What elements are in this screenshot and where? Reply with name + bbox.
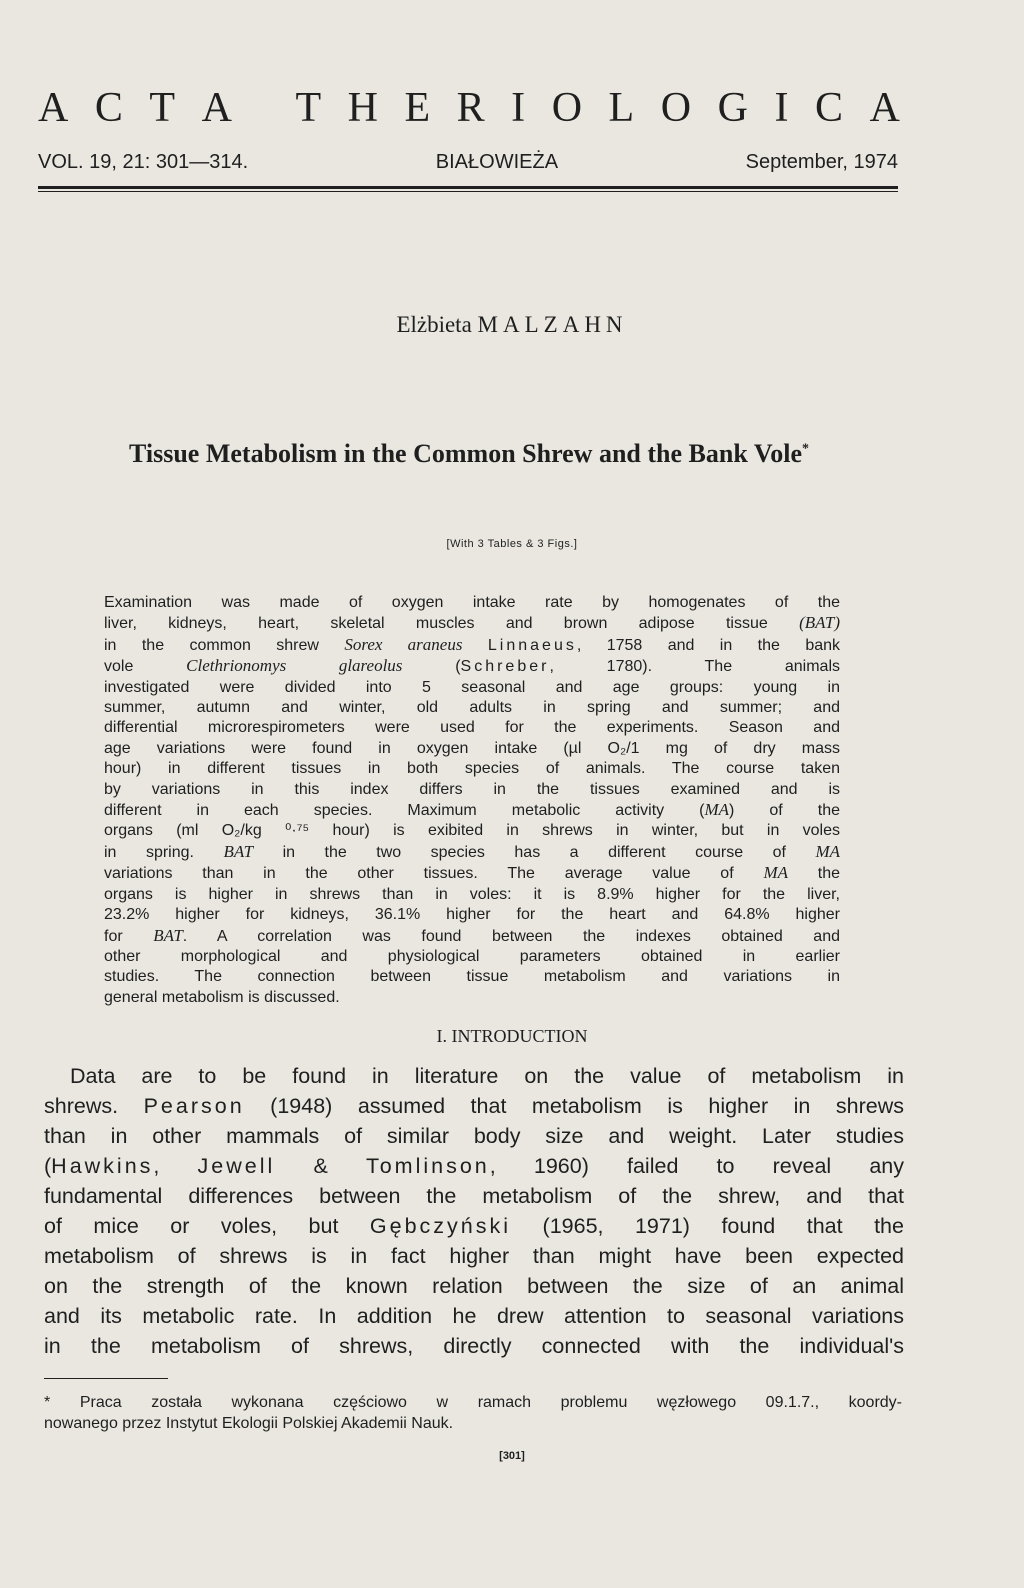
abstract-line: organs is higher in shrews than in voles: it is 8.9% higher for the liver, [104,885,840,903]
author-first-name: Elżbieta [396,312,472,337]
cited-author: Gębczyński [369,1214,512,1238]
masthead-rule-thin [38,191,898,192]
title-footnote-mark: * [801,441,809,457]
abstract-line: studies. The connection between tissue metabolism and variations in [104,968,840,986]
abstract-text: in spring. [104,843,194,861]
body-line: Data are to be found in literature on the value of metabolism in [70,1064,904,1088]
species-name: Clethrionomys glareolus [186,656,403,676]
body-line: and its metabolic rate. In addition he drew attention to seasonal variations [44,1304,904,1328]
body-text: of mice or voles, but [44,1214,339,1238]
journal-title-letter: I [774,85,789,131]
body-text: (1965, 1971) found that the [542,1214,904,1238]
body-line: fundamental differences between the metabolism of the shrew, and that [44,1184,904,1208]
abstract-line: summer, autumn and winter, old adults in spring and summer; and [104,699,840,717]
abstract-abbr: MA [815,841,841,861]
journal-title-letter: G [717,85,748,131]
page-number: [301] [499,1450,525,1462]
author-line [0,312,1024,338]
abstract-line: 23.2% higher for kidneys, 36.1% higher for the heart and 64.8% higher [104,906,840,924]
abstract-abbr: BAT [153,925,183,945]
abstract-text: liver, kidneys, heart, skeletal muscles and brown adipose tissue [104,615,768,633]
footnote-line: nowanego przez Instytut Ekologii Polskiej Akademii Nauk. [44,1415,454,1432]
abstract [104,593,840,1008]
journal-title-letter: T [149,85,176,131]
abstract-abbr: (BAT) [799,613,840,633]
abstract-text: in the two species has a different course of [282,843,786,861]
abstract-line: differential microrespirometers were used for the experiments. Season and [104,719,840,737]
journal-title [38,84,900,132]
abstract-text: for [104,927,123,945]
abstract-line [104,863,840,884]
journal-title-letter: R [456,85,485,131]
abstract-text: in the common shrew [104,636,319,654]
abstract-line: other morphological and physiological parameters obtained in earlier [104,947,840,965]
abstract-text: vole [104,658,134,676]
abstract-line: by variations in this index differs in the tissues examined and is [104,780,840,798]
body-text: & [313,1154,328,1178]
body-line: (Hawkins, Jewell & Tomlinson, 1960) failed to reveal any [44,1154,904,1178]
abstract-text: ) of the [729,802,840,820]
journal-title-letter: A [869,85,900,131]
species-author: Linnaeus [487,636,577,654]
journal-title-letter: E [404,85,431,131]
abstract-text: , 1758 and in the bank [576,636,841,654]
abstract-line: general metabolism is discussed. [104,988,340,1006]
cited-author: Tomlinson [365,1154,490,1178]
abstract-text: . A correlation was found between the indexes obtained and [182,927,840,945]
journal-title-letter: A [38,85,69,131]
abstract-text: variations than in the other tissues. The average value of [104,865,734,883]
body-text: , 1960) failed to reveal any [489,1154,904,1178]
abstract-text: ( [455,658,461,676]
body-line: metabolism of shrews is in fact higher than might have been expected [44,1244,904,1268]
abstract-line [104,800,840,821]
journal-title-letter: O [551,85,583,131]
journal-title-letter: A [201,85,232,131]
abstract-line: hour) in different tissues in both species of animals. The course taken [104,760,840,778]
article-title-text: Tissue Metabolism in the Common Shrew and the Bank Vole [129,439,802,468]
body-line: in the metabolism of shrews, directly connected with the individual's [44,1334,904,1358]
section-heading: I. INTRODUCTION [436,1026,588,1046]
abstract-line: organs (ml O₂/kg ⁰·⁷⁵ hour) is exibited in shrews in winter, but in voles [104,822,840,840]
publication-date: September, 1974 [745,151,898,173]
body-line [44,1091,904,1121]
abstract-line [104,635,840,656]
footnote [44,1392,902,1434]
body-paragraph [44,1061,904,1361]
journal-title-gap [258,84,269,132]
footnote-rule [44,1378,168,1379]
abstract-line [104,613,840,634]
abstract-line: age variations were found in oxygen intake (µl O₂/1 mg of dry mass [104,739,840,757]
abstract-line [104,842,840,863]
body-line: on the strength of the known relation between the size of an animal [44,1274,904,1298]
publication-place: BIAŁOWIEŻA [435,151,559,173]
journal-title-letter: L [608,85,635,131]
cited-author: Jewell [197,1154,276,1178]
cited-author: Pearson [143,1094,245,1118]
author-surname: MALZAHN [477,312,628,337]
abstract-abbr: MA [704,800,730,820]
cited-author: Hawkins [51,1154,154,1178]
tables-figures-note: [With 3 Tables & 3 Figs.] [446,538,578,550]
volume-info: VOL. 19, 21: 301—314. [38,151,249,173]
body-text: shrews. [44,1094,119,1118]
journal-title-letter: T [295,85,322,131]
body-text: (1948) assumed that metabolism is higher in shrews [270,1094,904,1118]
abstract-line: Examination was made of oxygen intake rate by homogenates of the [104,594,840,611]
abstract-text: different in each species. Maximum metabolic activity ( [104,802,705,820]
species-name: Sorex araneus [344,634,463,654]
journal-title-letter: C [94,85,123,131]
masthead-rule [38,186,898,189]
abstract-text: , 1780). The animals [549,658,840,676]
journal-title-letter: O [660,85,692,131]
footnote-line: * Praca została wykonana częściowo w ramach problemu węzłowego 09.1.7., koordy- [44,1394,902,1411]
masthead [38,151,898,174]
abstract-line: investigated were divided into 5 seasonal and age groups: young in [104,678,840,696]
abstract-line [104,656,840,677]
journal-title-letter: H [347,85,378,131]
abstract-text: the [817,865,841,883]
journal-title-letter: C [814,85,843,131]
body-line [44,1211,904,1241]
article-title [38,439,900,469]
abstract-abbr: MA [763,863,788,883]
abstract-line [104,926,840,947]
abstract-abbr: BAT [223,841,254,861]
body-text: ( [44,1154,52,1178]
journal-title-letter: I [511,85,526,131]
species-author: Schreber [460,658,550,676]
body-line: than in other mammals of similar body size and weight. Later studies [44,1124,904,1148]
